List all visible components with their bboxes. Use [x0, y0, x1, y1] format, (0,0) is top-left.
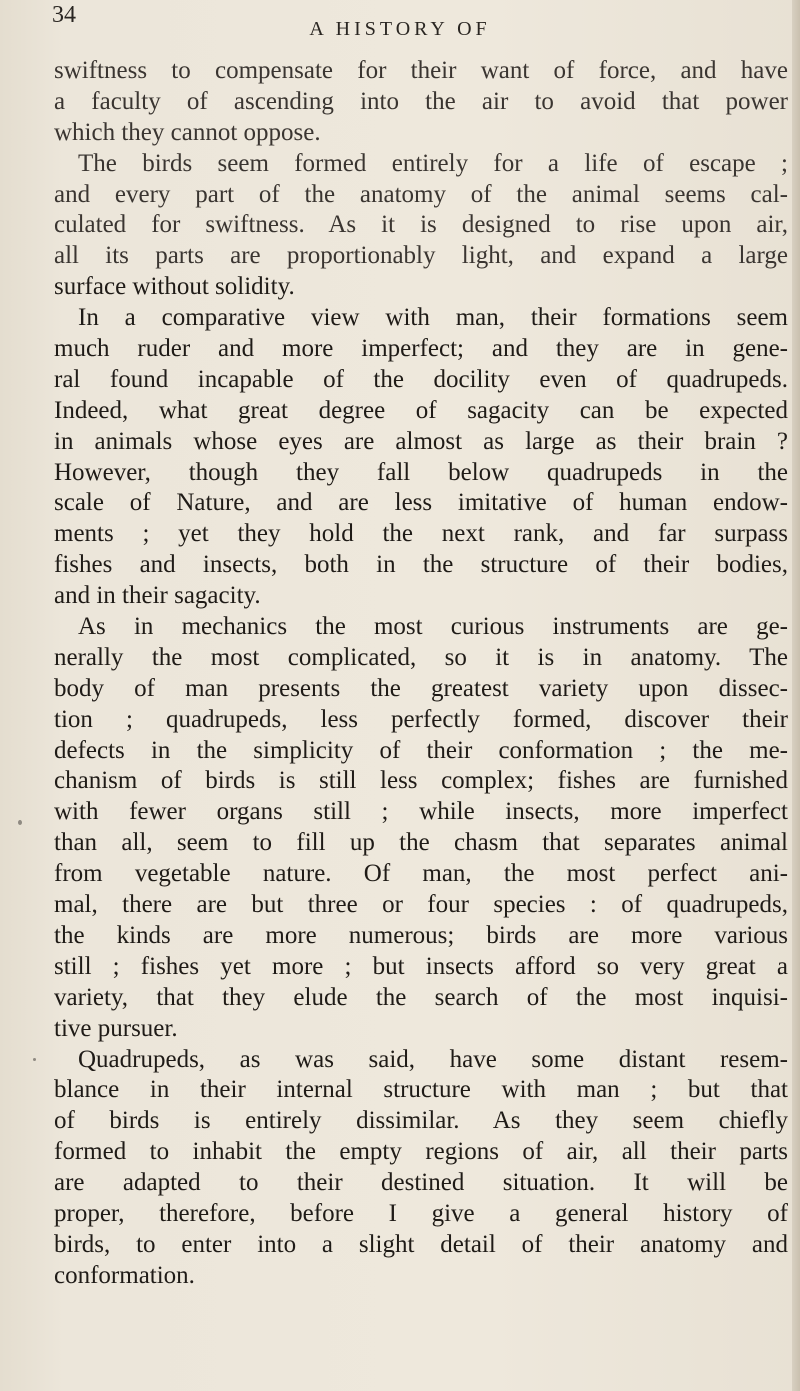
text-line: which they cannot oppose.: [54, 118, 321, 146]
text-line: conformation.: [54, 1261, 195, 1289]
page-edge: [792, 0, 800, 1391]
paper-speck: [33, 1058, 36, 1061]
text-line: As in mechanics the most curious instruments are ge-: [78, 613, 788, 641]
text-line: still ; fishes yet more ; but insects afford so very great a: [54, 952, 788, 980]
text-line: all its parts are proportionably light, and expand a large: [54, 242, 788, 270]
text-line: than all, seem to fill up the chasm that separates animal: [54, 829, 788, 857]
text-line: ral found incapable of the docility even of quadrupeds.: [54, 365, 788, 393]
text-line: swiftness to compensate for their want of force, and have: [54, 57, 788, 84]
text-line: birds, to enter into a slight detail of their anatomy and: [54, 1230, 788, 1258]
text-line: variety, that they elude the search of the most inquisi-: [54, 983, 788, 1011]
text-line: nerally the most complicated, so it is in anatomy. The: [54, 643, 788, 671]
text-line: body of man presents the greatest variety upon dissec-: [54, 674, 788, 702]
text-line: defects in the simplicity of their conformation ; the me-: [54, 736, 788, 764]
text-line: formed to inhabit the empty regions of air, all their parts: [54, 1138, 788, 1166]
text-line: are adapted to their destined situation. It will be: [54, 1169, 788, 1197]
text-line: much ruder and more imperfect; and they are in gene-: [54, 335, 788, 363]
text-line: tive pursuer.: [54, 1014, 178, 1042]
text-line: and every part of the anatomy of the animal seems cal-: [54, 180, 788, 208]
text-line: blance in their internal structure with man ; but that: [54, 1076, 788, 1104]
text-line: However, though they fall below quadrupeds in the: [54, 458, 788, 486]
page-number: 34: [52, 2, 76, 28]
text-line: with fewer organs still ; while insects, more imperfect: [54, 798, 788, 826]
text-line: the kinds are more numerous; birds are more various: [54, 921, 788, 949]
paper-speck: [18, 820, 22, 825]
body-text: [54, 56, 788, 1292]
text-line: Indeed, what great degree of sagacity can be expected: [54, 396, 788, 424]
text-line: scale of Nature, and are less imitative of human endow-: [54, 489, 788, 517]
text-line: and in their sagacity.: [54, 582, 261, 610]
text-line: fishes and insects, both in the structure of their bodies,: [54, 551, 788, 579]
text-line: tion ; quadrupeds, less perfectly formed, discover their: [54, 705, 788, 733]
text-line: chanism of birds is still less complex; fishes are furnished: [54, 767, 788, 795]
text-line: in animals whose eyes are almost as large as their brain ?: [54, 427, 788, 455]
text-line: The birds seem formed entirely for a life of escape ;: [78, 149, 788, 177]
text-line: culated for swiftness. As it is designed to rise upon air,: [54, 211, 788, 239]
text-line: Quadrupeds, as was said, have some distant resem-: [78, 1045, 788, 1073]
text-line: ments ; yet they hold the next rank, and far surpass: [54, 520, 788, 548]
text-line: proper, therefore, before I give a general history of: [54, 1199, 788, 1227]
text-line: a faculty of ascending into the air to avoid that power: [54, 87, 788, 115]
text-line: In a comparative view with man, their formations seem: [78, 304, 788, 332]
running-head: A HISTORY OF: [309, 18, 491, 40]
text-line: surface without solidity.: [54, 273, 295, 301]
text-line: from vegetable nature. Of man, the most perfect ani-: [54, 860, 788, 888]
text-line: mal, there are but three or four species : of quadrupeds,: [54, 891, 788, 919]
text-line: of birds is entirely dissimilar. As they seem chiefly: [54, 1107, 788, 1135]
